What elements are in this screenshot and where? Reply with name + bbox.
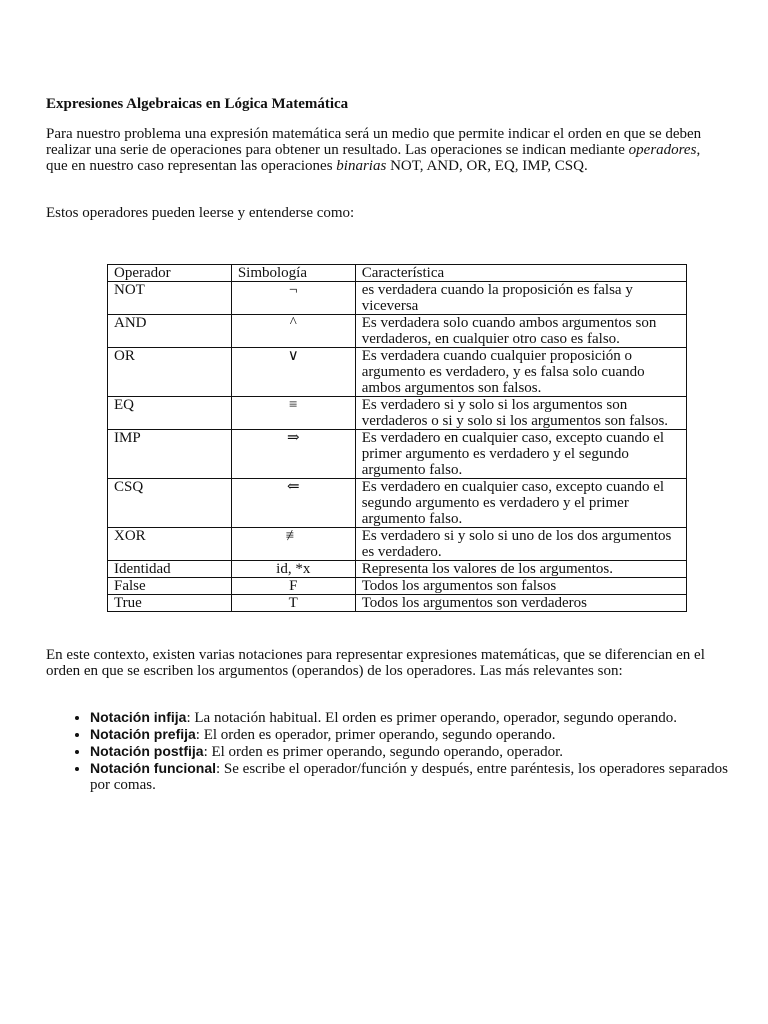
cell-symbol: ⇒ [231,430,355,479]
cell-description: Todos los argumentos son verdaderos [355,595,686,612]
table-row [108,282,687,315]
cell-operator: AND [108,315,232,348]
intro-paragraph [46,126,722,174]
lead-paragraph: Estos operadores pueden leerse y entenderse como: [46,205,355,221]
cell-operator: True [108,595,232,612]
notation-term: Notación funcional [90,760,216,776]
header-operator: Operador [108,265,232,282]
list-item [90,726,750,743]
cell-operator: CSQ [108,479,232,528]
cell-description: Es verdadero si y solo si uno de los dos argumentos es verdadero. [355,528,686,561]
table-row [108,578,687,595]
cell-description: Es verdadera cuando cualquier proposición o argumento es verdadero, y es falsa solo cuando ambos argumentos son falsos. [355,348,686,397]
table-row [108,315,687,348]
intro-text-2: , que en nuestro caso representan las operaciones [46,142,701,174]
cell-symbol: ⇐ [231,479,355,528]
intro-text-3: NOT, AND, OR, EQ, IMP, CSQ. [386,158,588,174]
cell-operator: Identidad [108,561,232,578]
cell-operator: IMP [108,430,232,479]
notation-description: : Se escribe el operador/función y después, entre paréntesis, los operadores separados por comas. [90,761,728,793]
cell-symbol: ^ [231,315,355,348]
cell-symbol: ∨ [231,348,355,397]
list-item [90,760,750,793]
cell-operator: OR [108,348,232,397]
table-row [108,528,687,561]
cell-operator: EQ [108,397,232,430]
cell-symbol: id, *x [231,561,355,578]
table-row [108,595,687,612]
cell-operator: False [108,578,232,595]
cell-description: es verdadera cuando la proposición es falsa y viceversa [355,282,686,315]
notation-description: : El orden es operador, primer operando, segundo operando. [195,727,556,743]
context-paragraph: En este contexto, existen varias notaciones para representar expresiones matemáticas, que se diferencian en el orden en que se escriben los argumentos (operandos) de los operadores. Las más relevantes son: [46,647,705,679]
cell-description: Es verdadero en cualquier caso, excepto cuando el primer argumento es verdadero y el segundo argumento falso. [355,430,686,479]
header-description: Característica [355,265,686,282]
notation-list [46,709,750,793]
cell-description: Es verdadero si y solo si los argumentos son verdaderos o si y solo si los argumentos son falsos. [355,397,686,430]
document-title: Expresiones Algebraicas en Lógica Matemática [46,96,349,112]
cell-symbol: ≢ [231,528,355,561]
notation-term: Notación prefija [90,726,196,742]
notation-description: : El orden es primer operando, segundo operando, operador. [203,744,564,760]
table-row [108,430,687,479]
operators-table [107,264,687,612]
table-row [108,397,687,430]
table-row [108,479,687,528]
notation-term: Notación infija [90,709,187,725]
table-row [108,561,687,578]
cell-description: Representa los valores de los argumentos. [355,561,686,578]
intro-text-1: Para nuestro problema una expresión matemática será un medio que permite indicar el orden en que se deben realizar una serie de operaciones para obtener un resultado. Las operaciones se indican mediante [46,126,702,158]
cell-operator: NOT [108,282,232,315]
notation-term: Notación postfija [90,743,204,759]
cell-symbol: ¬ [231,282,355,315]
cell-description: Es verdadera solo cuando ambos argumentos son verdaderos, en cualquier otro caso es falso. [355,315,686,348]
table-header-row [108,265,687,282]
list-item [90,709,750,726]
notation-description: : La notación habitual. El orden es primer operando, operador, segundo operando. [186,710,677,726]
cell-description: Todos los argumentos son falsos [355,578,686,595]
intro-emphasis-operadores: operadores [628,142,697,158]
table-row [108,348,687,397]
cell-description: Es verdadero en cualquier caso, excepto cuando el segundo argumento es verdadero y el primer argumento falso. [355,479,686,528]
intro-emphasis-binarias: binarias [336,158,387,174]
cell-operator: XOR [108,528,232,561]
cell-symbol: ≡ [231,397,355,430]
list-item [90,743,750,760]
cell-symbol: T [231,595,355,612]
header-symbol: Simbología [231,265,355,282]
cell-symbol: F [231,578,355,595]
